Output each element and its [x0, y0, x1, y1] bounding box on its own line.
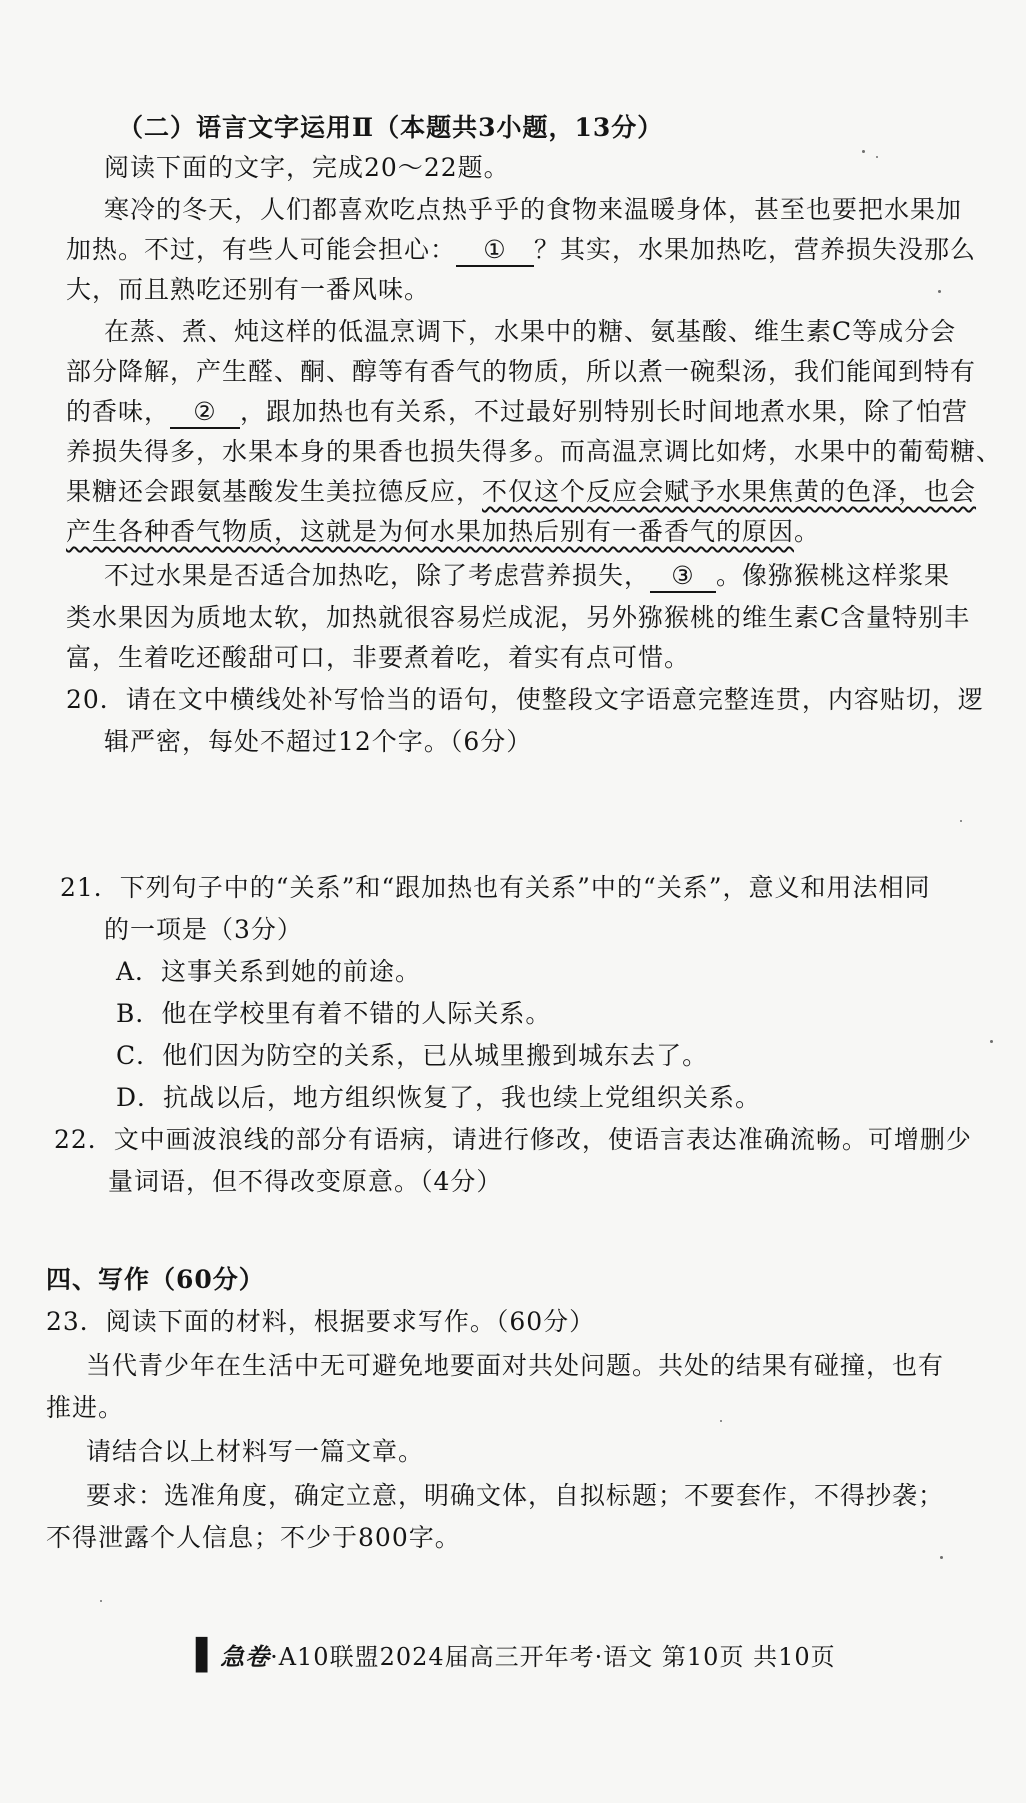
requirements: 要求：选准角度，确定立意，明确文体，自拟标题；不要套作，不得抄袭； — [86, 1481, 945, 1510]
answer-blank-2: ② — [170, 397, 240, 429]
scan-speck — [940, 1556, 943, 1559]
writing-prompt: 请结合以上材料写一篇文章。 — [86, 1437, 425, 1466]
publisher-logo: ▌ — [196, 1638, 221, 1673]
wavy-underlined-text: 产生各种香气物质，这就是为何水果加热后别有一番香气的原因 — [66, 517, 795, 546]
material-line: 当代青少年在生活中无可避免地要面对共处问题。共处的结果有碰撞，也有 — [86, 1351, 945, 1380]
passage-line: 养损失得多，水果本身的果香也损失得多。而高温烹调比如烤，水果中的葡萄糖、 — [66, 437, 1003, 466]
question-22: 22．文中画波浪线的部分有语病，请进行修改，使语言表达准确流畅。可增删少 — [54, 1125, 972, 1154]
passage-line: 类水果因为质地太软，加热就很容易烂成泥，另外猕猴桃的维生素C含量特别丰 — [66, 603, 971, 632]
passage-line: 加热。不过，有些人可能会担心： ① ？其实，水果加热吃，营养损失没那么 — [66, 230, 976, 270]
passage-line: 大，而且熟吃还别有一番风味。 — [66, 275, 431, 304]
question-21: 21．下列句子中的“关系”和“跟加热也有关系”中的“关系”，意义和用法相同 — [60, 873, 931, 902]
passage-line: 果糖还会跟氨基酸发生美拉德反应，不仅这个反应会赋予水果焦黄的色泽，也会 — [66, 477, 977, 506]
answer-blank-3: ③ — [650, 561, 716, 593]
passage-line: 寒冷的冬天，人们都喜欢吃点热乎乎的食物来温暖身体，甚至也要把水果加 — [104, 195, 963, 224]
option-d: D．抗战以后，地方组织恢复了，我也续上党组织关系。 — [116, 1083, 762, 1112]
option-c: C．他们因为防空的关系，已从城里搬到城东去了。 — [116, 1041, 709, 1070]
scan-speck — [990, 1040, 993, 1043]
passage-line: 在蒸、煮、炖这样的低温烹调下，水果中的糖、氨基酸、维生素C等成分会 — [104, 317, 957, 346]
scan-speck — [100, 1600, 102, 1602]
scan-speck — [960, 820, 962, 822]
passage-line: 的香味， ② ，跟加热也有关系，不过最好别特别长时间地煮水果，除了怕营 — [66, 392, 968, 432]
section-header: （二）语言文字运用Ⅱ（本题共3小题，13分） — [118, 113, 664, 142]
writing-header: 四、写作（60分） — [46, 1265, 265, 1294]
passage-line: 富，生着吃还酸甜可口，非要煮着吃，着实有点可惜。 — [66, 643, 691, 672]
scan-speck — [720, 1420, 722, 1422]
question-23: 23．阅读下面的材料，根据要求写作。（60分） — [46, 1307, 596, 1336]
material-line: 推进。 — [46, 1393, 125, 1422]
publisher-logo-text: 急卷 — [220, 1642, 271, 1671]
passage-line: 不过水果是否适合加热吃，除了考虑营养损失， ③ 。像猕猴桃这样浆果 — [104, 556, 950, 596]
passage-line: 部分降解，产生醛、酮、醇等有香气的物质，所以煮一碗梨汤，我们能闻到特有 — [66, 357, 977, 386]
passage-line: 产生各种香气物质，这就是为何水果加热后别有一番香气的原因。 — [66, 517, 821, 546]
question-20-cont: 辑严密，每处不超过12个字。（6分） — [104, 727, 533, 756]
option-b: B．他在学校里有着不错的人际关系。 — [116, 999, 552, 1028]
question-21-cont: 的一项是（3分） — [104, 915, 303, 944]
option-a: A．这事关系到她的前途。 — [116, 957, 422, 986]
wavy-underlined-text: 不仅这个反应会赋予水果焦黄的色泽，也会 — [482, 477, 977, 506]
footer-text: ·A10联盟2024届高三开年考·语文 第10页 共10页 — [270, 1643, 836, 1671]
scan-speck — [876, 156, 878, 158]
page-footer — [196, 1636, 836, 1677]
requirements-cont: 不得泄露个人信息；不少于800字。 — [46, 1523, 461, 1552]
question-20: 20．请在文中横线处补写恰当的语句，使整段文字语意完整连贯，内容贴切，逻 — [66, 685, 984, 714]
answer-blank-1: ① — [456, 235, 534, 267]
scan-speck — [938, 290, 941, 293]
scan-speck — [862, 150, 865, 153]
question-22-cont: 量词语，但不得改变原意。（4分） — [108, 1167, 503, 1196]
reading-instruction: 阅读下面的文字，完成20～22题。 — [104, 153, 510, 182]
